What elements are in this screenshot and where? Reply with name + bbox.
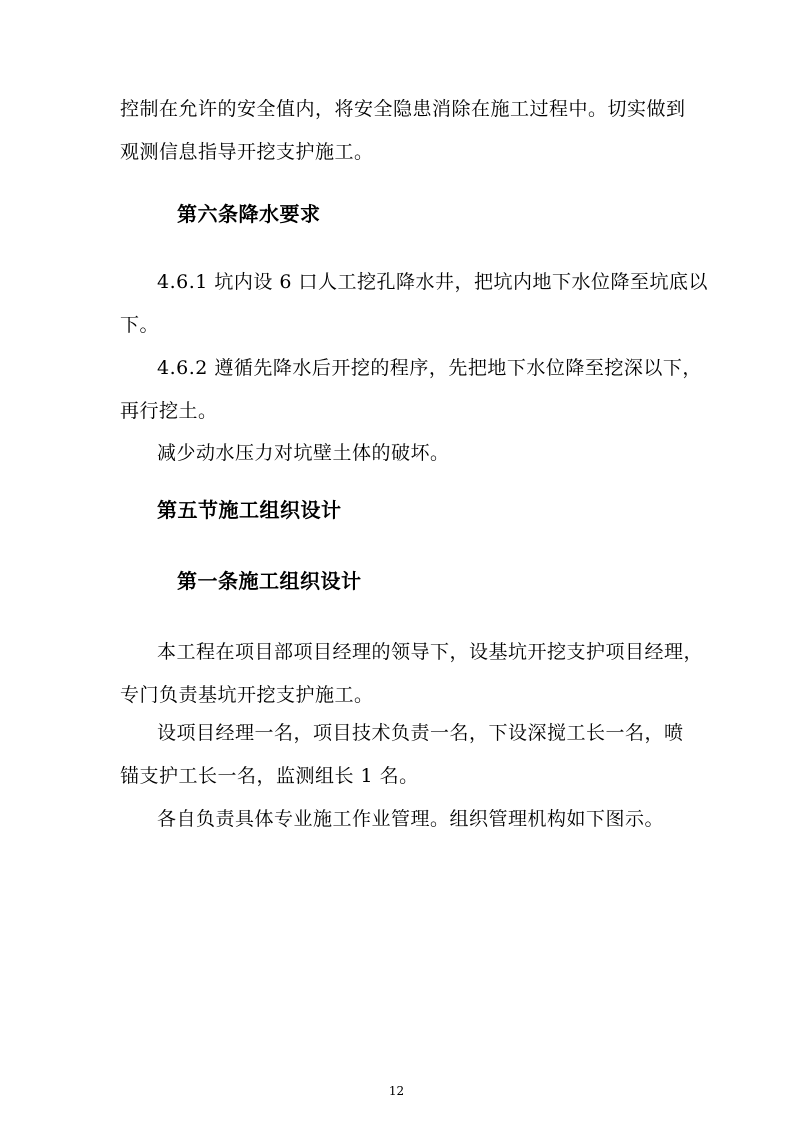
paragraph-line: 锚支护工长一名，监测组长 1 名。	[120, 765, 419, 787]
item-4-6-1-line: 4.6.1 坑内设 6 口人工挖孔降水井，把坑内地下水位降至坑底以	[157, 271, 709, 293]
section-heading: 第五节施工组织设计	[157, 498, 342, 522]
item-4-6-1-line: 下。	[120, 314, 160, 336]
page-number: 12	[388, 1084, 405, 1098]
paragraph-line: 观测信息指导开挖支护施工。	[120, 141, 374, 163]
article-heading-organization: 第一条施工组织设计	[177, 569, 362, 593]
paragraph-line: 设项目经理一名，项目技术负责一名，下设深搅工长一名，喷	[157, 722, 684, 744]
paragraph-line: 控制在允许的安全值内，将安全隐患消除在施工过程中。切实做到	[120, 98, 686, 120]
paragraph-line: 各自负责具体专业施工作业管理。组织管理机构如下图示。	[157, 808, 665, 830]
article-heading-drainage: 第六条降水要求	[177, 202, 321, 226]
item-4-6-2-line: 4.6.2 遵循先降水后开挖的程序，先把地下水位降至挖深以下，	[157, 357, 702, 379]
paragraph-line: 减少动水压力对坑壁土体的破坏。	[157, 442, 450, 464]
paragraph-line: 专门负责基坑开挖支护施工。	[120, 684, 374, 706]
item-4-6-2-line: 再行挖土。	[120, 400, 218, 422]
paragraph-line: 本工程在项目部项目经理的领导下，设基坑开挖支护项目经理，	[157, 641, 704, 663]
